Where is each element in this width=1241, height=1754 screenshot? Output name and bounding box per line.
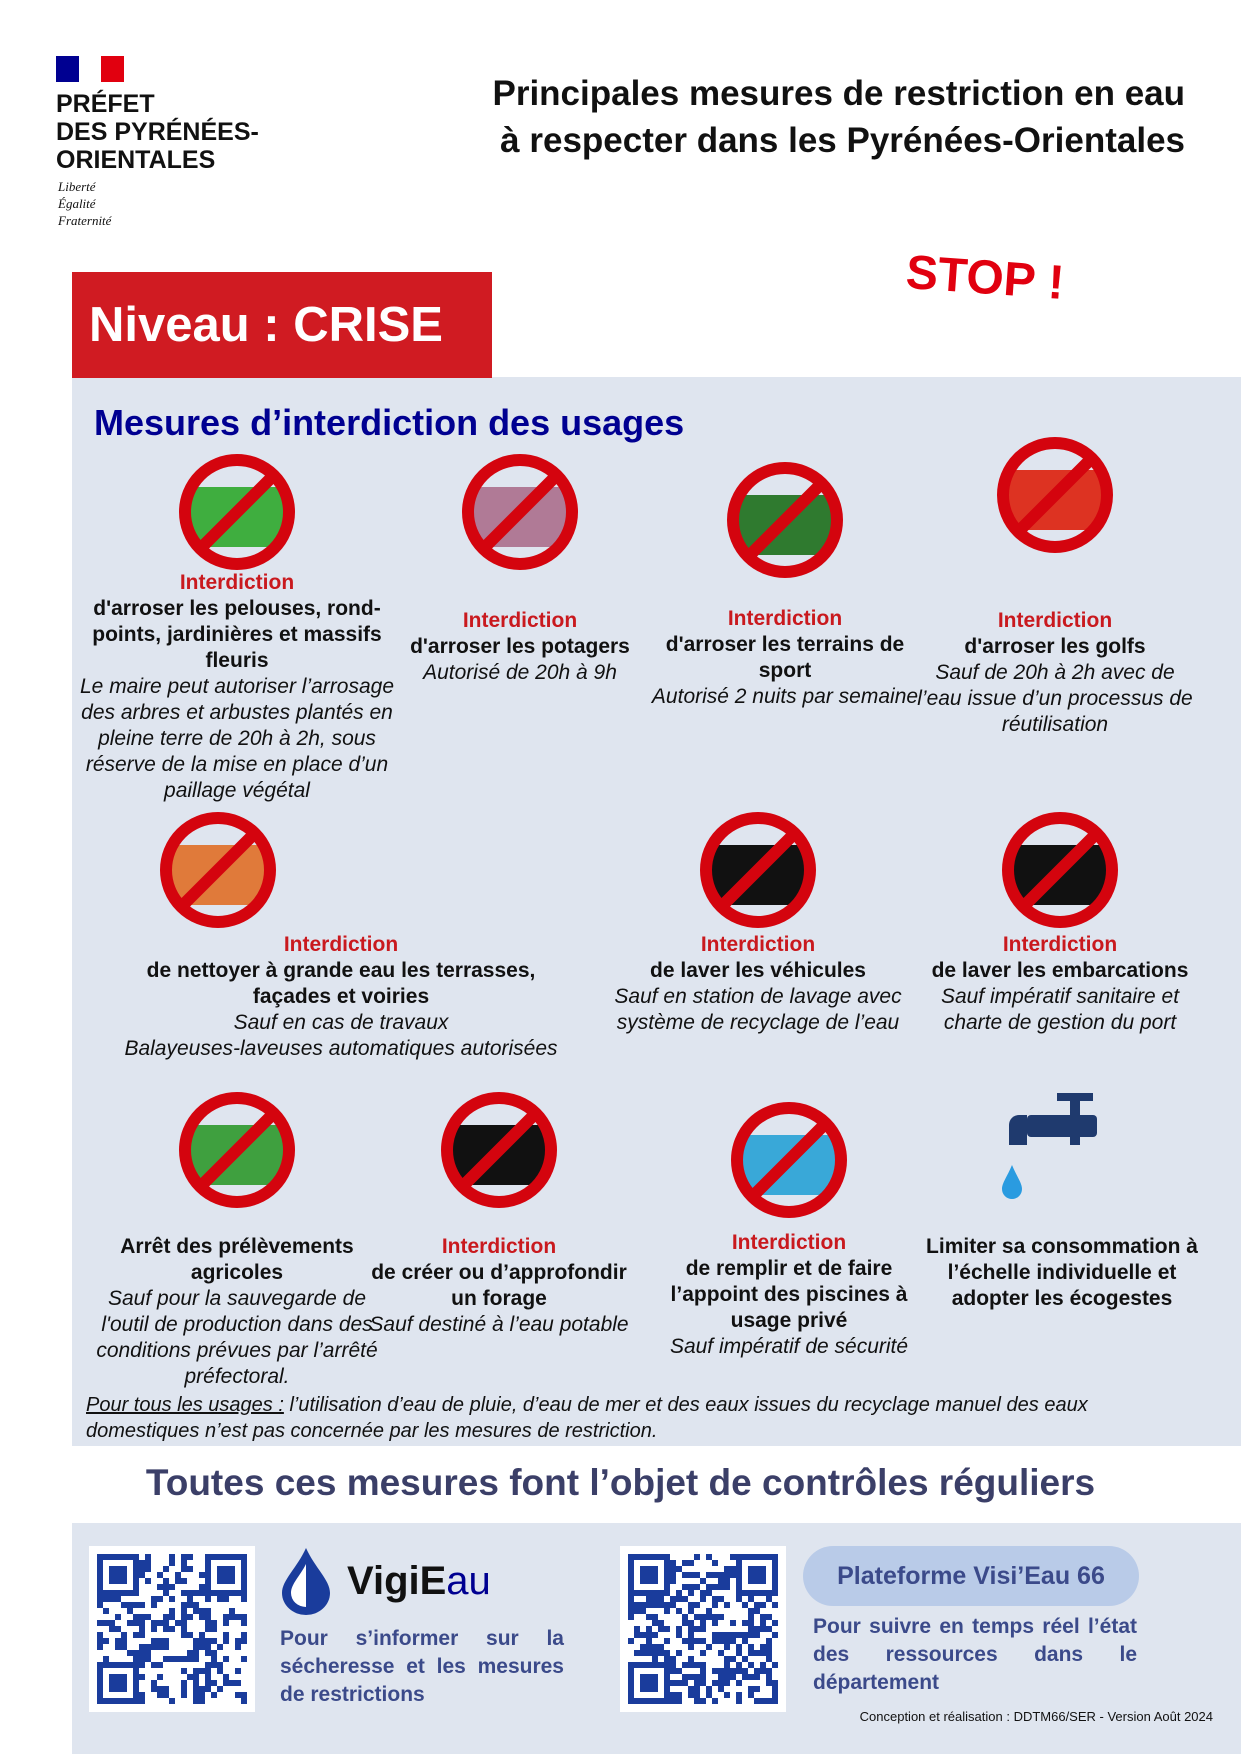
golf-flag-icon bbox=[985, 430, 1125, 565]
controls-notice: Toutes ces mesures font l’objet de contrôles réguliers bbox=[145, 1462, 1096, 1503]
interdiction-label: Interdiction bbox=[462, 609, 578, 632]
vigieau-description: Pour s’informer sur la sécheresse et les mesures de restrictions bbox=[280, 1627, 564, 1706]
page-title bbox=[385, 70, 1185, 164]
lawn-icon bbox=[167, 447, 307, 582]
measure-title: d'arroser les pelouses, rond-points, jardinières et massifs fleuris bbox=[92, 597, 382, 672]
vegetable-basket-icon bbox=[450, 447, 590, 582]
visieau-description: Pour suivre en temps réel l’état des ressources dans le département bbox=[813, 1615, 1137, 1694]
fruit-tree-icon bbox=[167, 1085, 307, 1220]
measure-title: de laver les embarcations bbox=[931, 959, 1189, 982]
measure-item bbox=[915, 608, 1195, 738]
prefecture-name bbox=[56, 90, 259, 174]
vigieau-qr-code[interactable] bbox=[89, 1546, 255, 1712]
qr-pattern bbox=[97, 1554, 247, 1704]
measure-item bbox=[603, 932, 913, 1036]
house-road-icon bbox=[148, 805, 288, 940]
motto-line: Égalité bbox=[58, 196, 96, 211]
measure-title: de laver les véhicules bbox=[650, 959, 866, 982]
marianne-logo bbox=[56, 56, 124, 82]
measure-item bbox=[654, 1230, 924, 1360]
interdiction-label: Interdiction bbox=[731, 1231, 847, 1254]
interdiction-label: Interdiction bbox=[700, 933, 816, 956]
motto-line: Fraternité bbox=[58, 213, 112, 228]
measure-item bbox=[72, 570, 402, 804]
measure-exception: Autorisé de 20h à 9h bbox=[423, 661, 617, 684]
qr-pattern bbox=[628, 1554, 778, 1704]
vigieau-name-light: au bbox=[446, 1558, 491, 1603]
measure-exception: Sauf impératif de sécurité bbox=[669, 1335, 909, 1358]
section-title: Mesures d’interdiction des usages bbox=[94, 402, 685, 443]
sports-field-icon bbox=[715, 455, 855, 590]
measure-item bbox=[390, 608, 650, 686]
interdiction-label: Interdiction bbox=[441, 1235, 557, 1258]
water-tap-icon bbox=[992, 1085, 1132, 1220]
measure-title: de créer ou d’approfondir un forage bbox=[371, 1261, 627, 1310]
interdiction-label: Interdiction bbox=[179, 571, 295, 594]
drilling-icon bbox=[429, 1085, 569, 1220]
measure-title: d'arroser les golfs bbox=[964, 635, 1146, 658]
water-drop-icon bbox=[277, 1546, 335, 1616]
title-line: à respecter dans les Pyrénées-Orientales bbox=[500, 121, 1185, 160]
logo-line: DES PYRÉNÉES- bbox=[56, 118, 259, 146]
measure-title: de nettoyer à grande eau les terrasses, façades et voiries bbox=[146, 959, 536, 1008]
footnote bbox=[86, 1392, 1196, 1444]
measure-item bbox=[915, 932, 1205, 1036]
vigieau-name bbox=[347, 1559, 491, 1604]
interdiction-label: Interdiction bbox=[1002, 933, 1118, 956]
boat-icon bbox=[990, 805, 1130, 940]
car-icon bbox=[688, 805, 828, 940]
measure-title: d'arroser les terrains de sport bbox=[665, 633, 905, 682]
measure-item bbox=[92, 1234, 382, 1390]
credit-line: Conception et réalisation : DDTM66/SER - Version Août 2024 bbox=[859, 1709, 1213, 1724]
interdiction-label: Interdiction bbox=[283, 933, 399, 956]
measure-item bbox=[917, 1234, 1207, 1312]
logo-line: ORIENTALES bbox=[56, 146, 216, 174]
logo-line: PRÉFET bbox=[56, 90, 155, 118]
measure-exception: Le maire peut autoriser l’arrosage des arbres et arbustes plantés en pleine terre de 20h à 2h, sous réserve de la mise en place d’un paillage végétal bbox=[80, 675, 394, 802]
alert-level-banner: Niveau : CRISE bbox=[72, 272, 492, 378]
measure-item bbox=[111, 932, 571, 1062]
pool-icon bbox=[719, 1095, 859, 1230]
measure-exception: Sauf de 20h à 2h avec de l’eau issue d’un processus de réutilisation bbox=[917, 661, 1193, 736]
measure-exception: Sauf impératif sanitaire et charte de gestion du port bbox=[940, 985, 1180, 1034]
visieau-qr-code[interactable] bbox=[620, 1546, 786, 1712]
measure-item bbox=[645, 606, 925, 710]
interdiction-label: Interdiction bbox=[727, 607, 843, 630]
title-line: Principales mesures de restriction en eau bbox=[492, 74, 1185, 113]
republic-motto bbox=[58, 178, 111, 229]
stop-label: STOP ! bbox=[904, 245, 1066, 310]
measure-title: Limiter sa consommation à l’échelle individuelle et adopter les écogestes bbox=[926, 1235, 1198, 1310]
measure-exception: Autorisé 2 nuits par semaine bbox=[651, 685, 919, 708]
measure-title: de remplir et de faire l’appoint des piscines à usage privé bbox=[670, 1257, 908, 1332]
footnote-text: l’utilisation d’eau de pluie, d’eau de mer et des eaux issues du recyclage manuel des eaux domestiques n’est pas concernée par les mesures de restriction. bbox=[86, 1394, 1088, 1442]
interdiction-label: Interdiction bbox=[997, 609, 1113, 632]
measure-exception: Sauf en station de lavage avec système de recyclage de l’eau bbox=[614, 985, 902, 1034]
motto-line: Liberté bbox=[58, 179, 96, 194]
vigieau-logo bbox=[277, 1546, 491, 1616]
visieau-platform-badge[interactable]: Plateforme Visi’Eau 66 bbox=[803, 1546, 1139, 1606]
measure-exception: Sauf en cas de travaux Balayeuses-laveuses automatiques autorisées bbox=[124, 1011, 558, 1060]
measure-title: d'arroser les potagers bbox=[410, 635, 630, 658]
footnote-lead: Pour tous les usages : bbox=[86, 1394, 284, 1416]
measure-title: Arrêt des prélèvements agricoles bbox=[120, 1235, 354, 1284]
measure-item bbox=[359, 1234, 639, 1338]
vigieau-name-bold: VigiE bbox=[347, 1558, 447, 1603]
measure-exception: Sauf destiné à l’eau potable bbox=[369, 1313, 629, 1336]
measure-exception: Sauf pour la sauvegarde de l'outil de production dans des conditions prévues par l’arrêté préfectoral. bbox=[96, 1287, 378, 1388]
